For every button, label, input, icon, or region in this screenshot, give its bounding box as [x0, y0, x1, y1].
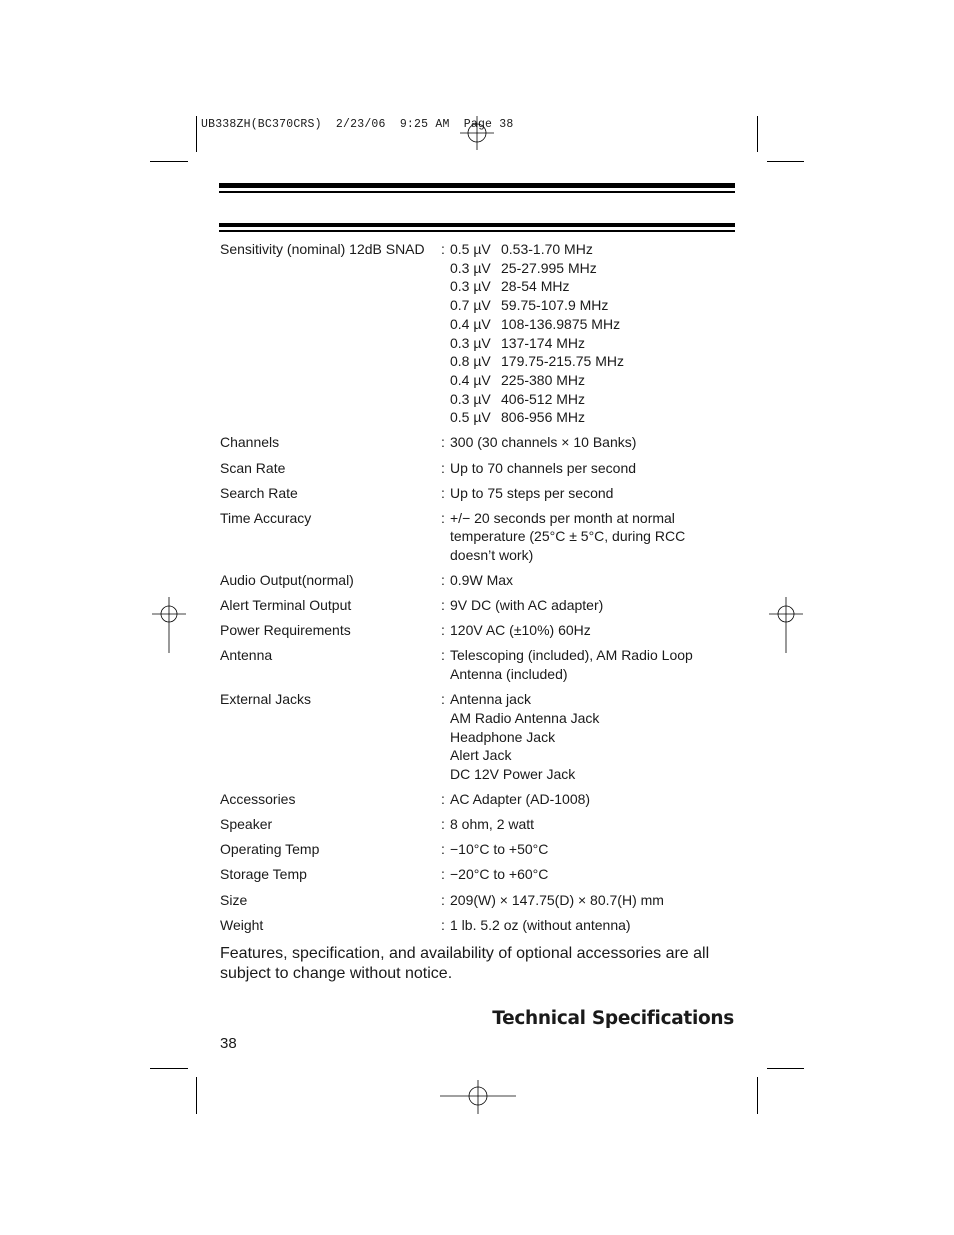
spec-row-audio-output: Audio Output(normal) : 0.9W Max [220, 571, 740, 590]
sensitivity-row: 0.4 µV 108-136.9875 MHz [450, 315, 621, 332]
spec-label: Operating Temp [220, 841, 320, 858]
spec-row-size: Size : 209(W) × 147.75(D) × 80.7(H) mm [220, 891, 740, 910]
spec-label: Power Requirements [220, 622, 351, 639]
spec-value: 209(W) × 147.75(D) × 80.7(H) mm [450, 891, 664, 908]
sensitivity-row: 0.3 µV 28-54 MHz [450, 278, 570, 295]
sensitivity-row: 0.5 µV 806-956 MHz [450, 409, 586, 426]
spec-row-operating-temp: Operating Temp : −10°C to +50°C [220, 840, 740, 859]
sensitivity-row: 0.5 µV 0.53-1.70 MHz [450, 241, 593, 257]
header-rule [219, 183, 735, 188]
spec-row-antenna: Antenna : Telescoping (included), AM Radio Loop Antenna (included) [220, 646, 740, 683]
spec-row-power: Power Requirements : 120V AC (±10%) 60Hz [220, 621, 740, 640]
spec-row-storage-temp: Storage Temp : −20°C to +60°C [220, 865, 740, 884]
spec-row-external-jacks: External Jacks : Antenna jack AM Radio Antenna Jack Headphone Jack Alert Jack DC 12V Power Jack [220, 690, 740, 784]
spec-label: Channels [220, 434, 280, 451]
header-rule [219, 230, 735, 232]
sensitivity-row: 0.7 µV 59.75-107.9 MHz [450, 297, 609, 314]
spec-value: Up to 70 channels per second [450, 459, 637, 476]
sensitivity-row: 0.3 µV 406-512 MHz [450, 390, 586, 407]
spec-row-scan-rate: Scan Rate : Up to 70 channels per second [220, 459, 740, 478]
spec-row-sensitivity: Sensitivity (nominal) 12dB SNAD : 0.5 µV 0.53-1.70 MHz 0.3 µV 25-27.995 MHz 0.3 µV 28-54 MHz 0.7 µV 59.75-107.9 MHz 0.4 µV 108-136.9875 MHz 0.3 µV 137-174 MHz 0.8 µV 179.75-215.75 MHz 0.4 µV 225-380 MHz 0.3 µV 406-512 MHz 0.5 µV 806-956 MHz [220, 240, 740, 427]
spec-value: 1 lb. 5.2 oz (without antenna) [450, 916, 631, 933]
spec-label: Scan Rate [220, 459, 286, 476]
spec-label: Speaker [220, 816, 273, 833]
spec-label: Storage Temp [220, 866, 307, 883]
spec-row-channels: Channels : 300 (30 channels × 10 Banks) [220, 433, 740, 452]
spec-label: Accessories [220, 791, 296, 808]
spec-value: Telescoping (included), AM Radio Loop Antenna (included) [450, 647, 693, 683]
spec-row-alert-terminal: Alert Terminal Output : 9V DC (with AC adapter) [220, 596, 740, 615]
sensitivity-row: 0.3 µV 137-174 MHz [450, 334, 586, 351]
registration-mark-top-icon [460, 116, 494, 150]
spec-row-search-rate: Search Rate : Up to 75 steps per second [220, 484, 740, 503]
spec-label: Time Accuracy [220, 509, 312, 526]
spec-label: Alert Terminal Output [220, 597, 352, 614]
sensitivity-row: 0.3 µV 25-27.995 MHz [450, 259, 597, 276]
spec-value: 120V AC (±10%) 60Hz [450, 622, 591, 639]
spec-value: Antenna jack AM Radio Antenna Jack Headphone Jack Alert Jack DC 12V Power Jack [450, 691, 600, 783]
spec-label: External Jacks [220, 691, 312, 708]
change-notice: Features, specification, and availability of optional accessories are all subject to change without notice. [220, 945, 710, 982]
page-number: 38 [220, 1035, 237, 1052]
spec-label: Audio Output(normal) [220, 572, 354, 589]
spec-label: Antenna [220, 647, 273, 664]
spec-value: 0.9W Max [450, 572, 514, 589]
registration-mark-right-icon [769, 597, 803, 655]
spec-label: Size [220, 891, 248, 908]
spec-label: Search Rate [220, 484, 298, 501]
spec-value: 8 ohm, 2 watt [450, 816, 535, 833]
sensitivity-list [450, 240, 740, 427]
spec-label: Sensitivity (nominal) 12dB SNAD [220, 241, 425, 257]
sensitivity-row: 0.8 µV 179.75-215.75 MHz [450, 353, 624, 370]
spec-table [220, 240, 740, 941]
spec-value: −10°C to +50°C [450, 841, 549, 858]
spec-value: Up to 75 steps per second [450, 484, 614, 501]
spec-value: 300 (30 channels × 10 Banks) [450, 434, 637, 451]
spec-row-weight: Weight : 1 lb. 5.2 oz (without antenna) [220, 916, 740, 935]
spec-value: +/− 20 seconds per month at normal temperature (25°C ± 5°C, during RCC doesn’t work) [450, 509, 686, 564]
print-slug: UB338ZH(BC370CRS) 2/23/06 9:25 AM Page 38 [201, 118, 514, 131]
spec-row-time-accuracy: Time Accuracy : +/− 20 seconds per month at normal temperature (25°C ± 5°C, during RCC doesn’t work) [220, 509, 740, 565]
header-rule [219, 191, 735, 193]
header-rule [219, 223, 735, 227]
section-title: Technical Specifications [492, 1008, 734, 1029]
spec-row-speaker: Speaker : 8 ohm, 2 watt [220, 815, 740, 834]
registration-mark-left-icon [152, 597, 186, 655]
sensitivity-row: 0.4 µV 225-380 MHz [450, 371, 586, 388]
spec-value: AC Adapter (AD-1008) [450, 791, 591, 808]
spec-value: 9V DC (with AC adapter) [450, 597, 604, 614]
spec-row-accessories: Accessories : AC Adapter (AD-1008) [220, 790, 740, 809]
spec-label: Weight [220, 916, 264, 933]
spec-value: −20°C to +60°C [450, 866, 549, 883]
registration-mark-bottom-icon [440, 1080, 516, 1114]
